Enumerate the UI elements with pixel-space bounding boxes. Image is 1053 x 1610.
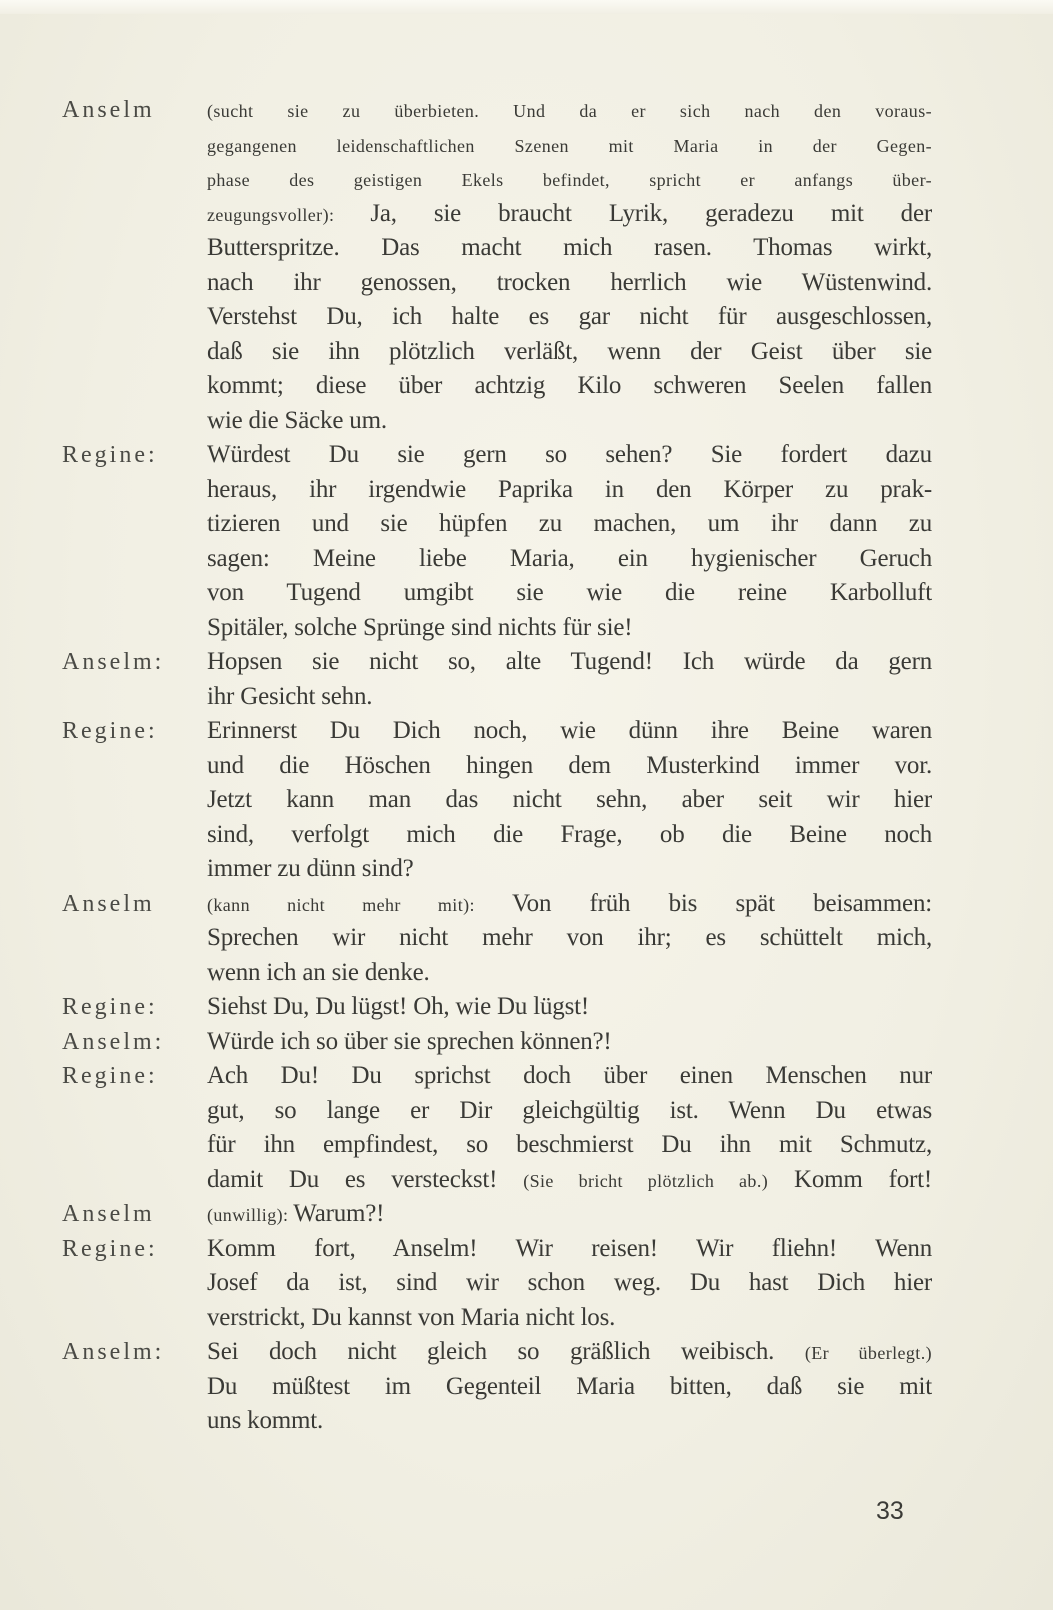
line-text bbox=[207, 131, 932, 159]
spoken-text: Du müßtest im Gegenteil Maria bitten, daß sie mit bbox=[207, 1372, 932, 1400]
spoken-text: Von früh bis spät beisammen: bbox=[512, 889, 932, 917]
spoken-text: Sei doch nicht gleich so gräßlich weibisch. bbox=[207, 1338, 805, 1365]
text-line bbox=[62, 959, 932, 994]
stage-direction: (Sie bricht plötzlich ab.) bbox=[523, 1170, 769, 1191]
text-line bbox=[62, 96, 932, 131]
text-line bbox=[62, 234, 932, 269]
text-line bbox=[62, 1131, 932, 1166]
text-line bbox=[62, 890, 932, 925]
speech-block bbox=[62, 648, 932, 717]
stage-direction: (unwillig): bbox=[207, 1205, 294, 1225]
text-line bbox=[62, 1407, 932, 1442]
speaker-name: Anselm: bbox=[62, 649, 165, 675]
line-text bbox=[207, 234, 932, 262]
stage-direction: (sucht sie zu überbieten. Und da er sich nach den voraus- bbox=[207, 101, 932, 121]
spoken-text: wie die Säcke um. bbox=[207, 406, 387, 434]
line-text bbox=[207, 1235, 932, 1263]
line-text bbox=[207, 1028, 932, 1056]
speech-block bbox=[62, 890, 932, 994]
spoken-text: Hopsen sie nicht so, alte Tugend! Ich würde da gern bbox=[207, 648, 932, 675]
line-text bbox=[207, 338, 932, 366]
speech-block bbox=[62, 441, 932, 648]
line-text bbox=[207, 786, 932, 814]
text-line bbox=[62, 131, 932, 166]
text-line bbox=[62, 1304, 932, 1339]
text-line bbox=[62, 510, 932, 545]
line-text bbox=[207, 1269, 932, 1297]
line-text bbox=[207, 407, 932, 435]
text-line bbox=[62, 1028, 932, 1063]
line-text bbox=[207, 924, 932, 952]
speaker-name: Anselm bbox=[62, 890, 155, 917]
text-line bbox=[62, 614, 932, 649]
spoken-text: für ihn empfindest, so beschmierst Du ihn mit Schmutz, bbox=[207, 1131, 932, 1158]
speaker-name: Regine: bbox=[62, 994, 158, 1020]
line-text bbox=[207, 855, 932, 883]
speaker-name: Anselm bbox=[62, 1201, 155, 1227]
spoken-text: Komm fort, Anselm! Wir reisen! Wir fliehn! Wenn bbox=[207, 1234, 932, 1262]
line-text bbox=[207, 1131, 932, 1159]
speaker-name: Anselm: bbox=[62, 1339, 165, 1365]
stage-direction: zeugungsvoller): bbox=[207, 204, 371, 225]
spoken-text: heraus, ihr irgendwie Paprika in den Körper zu prak- bbox=[207, 475, 932, 503]
spoken-text: und die Höschen hingen dem Musterkind immer vor. bbox=[207, 751, 932, 779]
spoken-text: Würde ich so über sie sprechen können?! bbox=[207, 1027, 612, 1055]
speaker-name: Regine: bbox=[62, 442, 158, 468]
speaker-name: Anselm: bbox=[62, 1028, 165, 1055]
text-line bbox=[62, 1166, 932, 1201]
line-text bbox=[207, 890, 932, 918]
spoken-text: von Tugend umgibt sie wie die reine Karbolluft bbox=[207, 579, 932, 606]
spoken-text: immer zu dünn sind? bbox=[207, 855, 414, 882]
text-line bbox=[62, 993, 932, 1028]
stage-direction: gegangenen leidenschaftlichen Szenen mit Maria in der Gegen- bbox=[207, 135, 932, 156]
spoken-text: Spitäler, solche Sprünge sind nichts für sie! bbox=[207, 613, 633, 641]
speech-block bbox=[62, 1235, 932, 1339]
text-line bbox=[62, 717, 932, 752]
line-text bbox=[207, 165, 932, 193]
spoken-text: Ach Du! Du sprichst doch über einen Menschen nur bbox=[207, 1062, 932, 1089]
speech-block bbox=[62, 1338, 932, 1442]
text-line bbox=[62, 648, 932, 683]
line-text bbox=[207, 1304, 932, 1332]
spoken-text: sagen: Meine liebe Maria, ein hygienischer Geruch bbox=[207, 544, 932, 572]
text-line bbox=[62, 407, 932, 442]
spoken-text: tizieren und sie hüpfen zu machen, um ihr dann zu bbox=[207, 510, 932, 537]
speech-block bbox=[62, 1028, 932, 1063]
text-line bbox=[62, 476, 932, 511]
stage-direction: (Er überlegt.) bbox=[804, 1343, 932, 1363]
speech-block bbox=[62, 993, 932, 1028]
text-line bbox=[62, 786, 932, 821]
text-line bbox=[62, 1373, 932, 1408]
text-line bbox=[62, 579, 932, 614]
spoken-text: Verstehst Du, ich halte es gar nicht für ausgeschlossen, bbox=[207, 303, 932, 330]
spoken-text: Butterspritze. Das macht mich rasen. Thomas wirkt, bbox=[207, 234, 932, 261]
line-text bbox=[207, 1166, 932, 1194]
text-line bbox=[62, 545, 932, 580]
line-text bbox=[207, 510, 932, 538]
spoken-text: Würdest Du sie gern so sehen? Sie fordert dazu bbox=[207, 441, 932, 468]
text-line bbox=[62, 441, 932, 476]
text-line bbox=[62, 1200, 932, 1235]
line-text bbox=[207, 200, 932, 228]
line-text bbox=[207, 303, 932, 331]
text-line bbox=[62, 752, 932, 787]
text-line bbox=[62, 821, 932, 856]
line-text bbox=[207, 96, 932, 124]
text-line bbox=[62, 1338, 932, 1373]
text-line bbox=[62, 269, 932, 304]
text-line bbox=[62, 924, 932, 959]
line-text bbox=[207, 441, 932, 469]
line-text bbox=[207, 683, 932, 711]
speaker-name: Regine: bbox=[62, 718, 158, 744]
text-line bbox=[62, 200, 932, 235]
line-text bbox=[207, 821, 932, 849]
stage-direction: (kann nicht mehr mit): bbox=[207, 894, 513, 915]
line-text bbox=[207, 579, 932, 607]
speech-block bbox=[62, 1200, 932, 1235]
speech-block bbox=[62, 96, 932, 441]
spoken-text: Siehst Du, Du lügst! Oh, wie Du lügst! bbox=[207, 993, 589, 1020]
text-line bbox=[62, 1235, 932, 1270]
spoken-text: sind, verfolgt mich die Frage, ob die Beine noch bbox=[207, 820, 932, 848]
spoken-text: Ja, sie braucht Lyrik, geradezu mit der bbox=[370, 199, 932, 227]
spoken-text: damit Du es versteckst! bbox=[207, 1165, 524, 1193]
spoken-text: daß sie ihn plötzlich verläßt, wenn der Geist über sie bbox=[207, 337, 932, 365]
line-text bbox=[207, 959, 932, 987]
spoken-text: Josef da ist, sind wir schon weg. Du hast Dich hier bbox=[207, 1269, 932, 1296]
stage-direction: phase des geistigen Ekels befindet, spricht er anfangs über- bbox=[207, 170, 932, 190]
spoken-text: uns kommt. bbox=[207, 1407, 324, 1434]
spoken-text: nach ihr genossen, trocken herrlich wie Wüstenwind. bbox=[207, 268, 932, 296]
line-text bbox=[207, 752, 932, 780]
line-text bbox=[207, 1200, 932, 1228]
text-line bbox=[62, 683, 932, 718]
spoken-text: kommt; diese über achtzig Kilo schweren Seelen fallen bbox=[207, 372, 932, 399]
line-text bbox=[207, 614, 932, 642]
spoken-text: ihr Gesicht sehn. bbox=[207, 682, 373, 710]
spoken-text: Sprechen wir nicht mehr von ihr; es schüttelt mich, bbox=[207, 924, 932, 951]
text-line bbox=[62, 372, 932, 407]
line-text bbox=[207, 1097, 932, 1125]
text-line bbox=[62, 1062, 932, 1097]
dialogue-text bbox=[62, 96, 932, 1442]
line-text bbox=[207, 269, 932, 297]
text-line bbox=[62, 338, 932, 373]
line-text bbox=[207, 1338, 932, 1366]
line-text bbox=[207, 648, 932, 676]
spoken-text: wenn ich an sie denke. bbox=[207, 958, 430, 986]
speech-block bbox=[62, 1062, 932, 1200]
line-text bbox=[207, 1373, 932, 1401]
spoken-text: gut, so lange er Dir gleichgültig ist. Wenn Du etwas bbox=[207, 1096, 932, 1124]
line-text bbox=[207, 545, 932, 573]
line-text bbox=[207, 1062, 932, 1090]
speech-block bbox=[62, 717, 932, 890]
spoken-text: Warum?! bbox=[293, 1200, 385, 1227]
text-line bbox=[62, 855, 932, 890]
spoken-text: Komm fort! bbox=[768, 1165, 932, 1193]
line-text bbox=[207, 476, 932, 504]
speaker-name: Anselm bbox=[62, 97, 155, 123]
page-top-edge bbox=[0, 0, 1053, 14]
text-line bbox=[62, 303, 932, 338]
line-text bbox=[207, 993, 932, 1021]
text-line bbox=[62, 1097, 932, 1132]
speaker-name: Regine: bbox=[62, 1235, 158, 1262]
text-line bbox=[62, 165, 932, 200]
line-text bbox=[207, 372, 932, 400]
spoken-text: Jetzt kann man das nicht sehn, aber seit wir hier bbox=[207, 786, 932, 813]
page-number: 33 bbox=[876, 1497, 904, 1525]
spoken-text: verstrickt, Du kannst von Maria nicht los. bbox=[207, 1303, 616, 1331]
line-text bbox=[207, 1407, 932, 1435]
speaker-name: Regine: bbox=[62, 1063, 158, 1089]
spoken-text: Erinnerst Du Dich noch, wie dünn ihre Beine waren bbox=[207, 717, 932, 744]
line-text bbox=[207, 717, 932, 745]
text-line bbox=[62, 1269, 932, 1304]
